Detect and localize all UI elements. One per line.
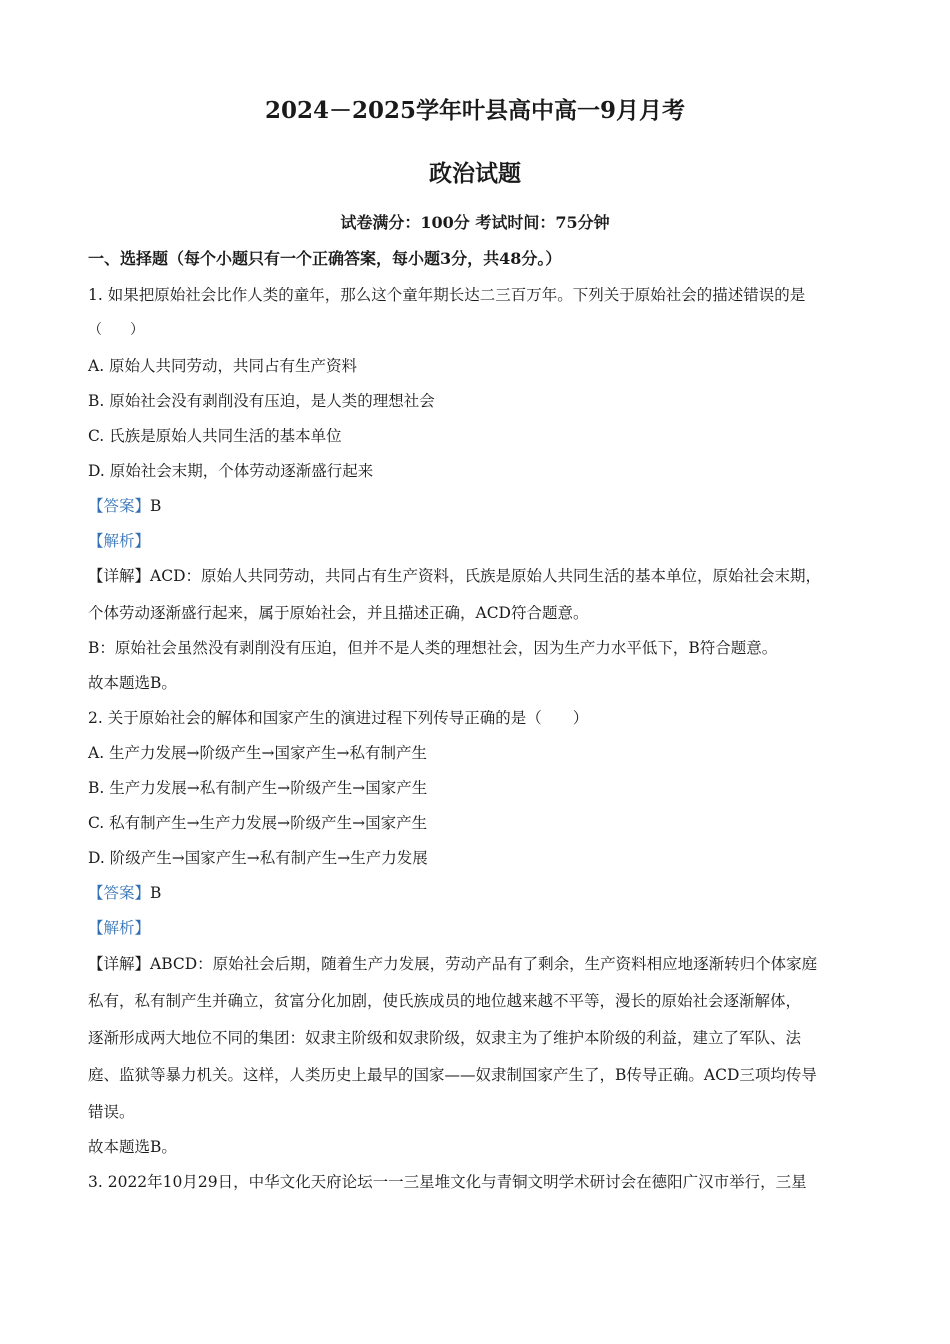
- q2-option-a: A. 生产力发展→阶级产生→国家产生→私有制产生: [88, 744, 428, 762]
- q1-detail-line1: [88, 564, 821, 586]
- q2-detail-line1: [88, 952, 817, 974]
- q2-option-b: B. 生产力发展→私有制产生→阶级产生→国家产生: [88, 779, 428, 797]
- q1-option-a: A. 原始人共同劳动，共同占有生产资料: [88, 357, 358, 375]
- section-heading: 一、选择题（每个小题只有一个正确答案，每小题3分，共48分。）: [88, 249, 562, 268]
- q3-stem-line1: 3. 2022年10月29日，中华文化天府论坛一一三星堆文化与青铜文明学术研讨会在德阳广汉市举行，三星: [88, 1173, 807, 1191]
- q2-detail-line4: 庭、监狱等暴力机关。这样，人类历史上最早的国家——奴隶制国家产生了，B传导正确。ACD三项均传导: [88, 1066, 817, 1084]
- q2-detail-line5: 错误。: [88, 1103, 135, 1121]
- q1-answer: [88, 494, 161, 516]
- q2-conclusion: 故本题选B。: [88, 1138, 177, 1156]
- q2-answer-label: 【答案】: [88, 884, 151, 902]
- q2-answer: [88, 881, 161, 903]
- exam-title: 2024－2025学年叶县高中高一9月月考: [264, 97, 686, 124]
- q2-detail-text1: ABCD：原始社会后期，随着生产力发展，劳动产品有了剩余，生产资料相应地逐渐转归个体家庭: [150, 955, 818, 973]
- q1-conclusion: 故本题选B。: [88, 674, 177, 692]
- q1-detail-text1: ACD：原始人共同劳动，共同占有生产资料，氏族是原始人共同生活的基本单位，原始社会末期，: [150, 567, 821, 585]
- q2-detail-line3: 逐渐形成两大地位不同的集团：奴隶主阶级和奴隶阶级，奴隶主为了维护本阶级的利益，建立了军队、法: [88, 1029, 802, 1047]
- subject-title: 政治试题: [429, 160, 521, 187]
- q1-detail-line3: B：原始社会虽然没有剥削没有压迫，但并不是人类的理想社会，因为生产力水平低下，B符合题意。: [88, 639, 778, 657]
- q1-answer-label: 【答案】: [88, 497, 151, 515]
- q1-option-c: C. 氏族是原始人共同生活的基本单位: [88, 427, 342, 445]
- q2-stem: 2. 关于原始社会的解体和国家产生的演进过程下列传导正确的是（ ）: [88, 709, 589, 727]
- q1-option-b: B. 原始社会没有剥削没有压迫，是人类的理想社会: [88, 392, 435, 410]
- q1-stem-line2: （ ）: [88, 322, 144, 338]
- q1-analysis-label: 【解析】: [88, 532, 151, 550]
- q2-analysis-label: 【解析】: [88, 919, 151, 937]
- q1-detail-label: 【详解】: [88, 567, 151, 585]
- q1-stem-line1: 1. 如果把原始社会比作人类的童年，那么这个童年期长达二三百万年。下列关于原始社会的描述错误的是: [88, 286, 806, 304]
- q1-answer-value: B: [150, 497, 162, 515]
- q1-detail-line2: 个体劳动逐渐盛行起来，属于原始社会，并且描述正确，ACD符合题意。: [88, 604, 589, 622]
- q2-detail-label: 【详解】: [88, 955, 151, 973]
- exam-info: 试卷满分：100分 考试时间：75分钟: [340, 213, 610, 232]
- q2-option-c: C. 私有制产生→生产力发展→阶级产生→国家产生: [88, 814, 428, 832]
- q1-option-d: D. 原始社会末期，个体劳动逐渐盛行起来: [88, 462, 374, 480]
- q2-detail-line2: 私有，私有制产生并确立，贫富分化加剧，使氏族成员的地位越来越不平等，漫长的原始社会逐渐解体，: [88, 992, 802, 1010]
- q2-option-d: D. 阶级产生→国家产生→私有制产生→生产力发展: [88, 849, 428, 867]
- q2-answer-value: B: [150, 884, 162, 902]
